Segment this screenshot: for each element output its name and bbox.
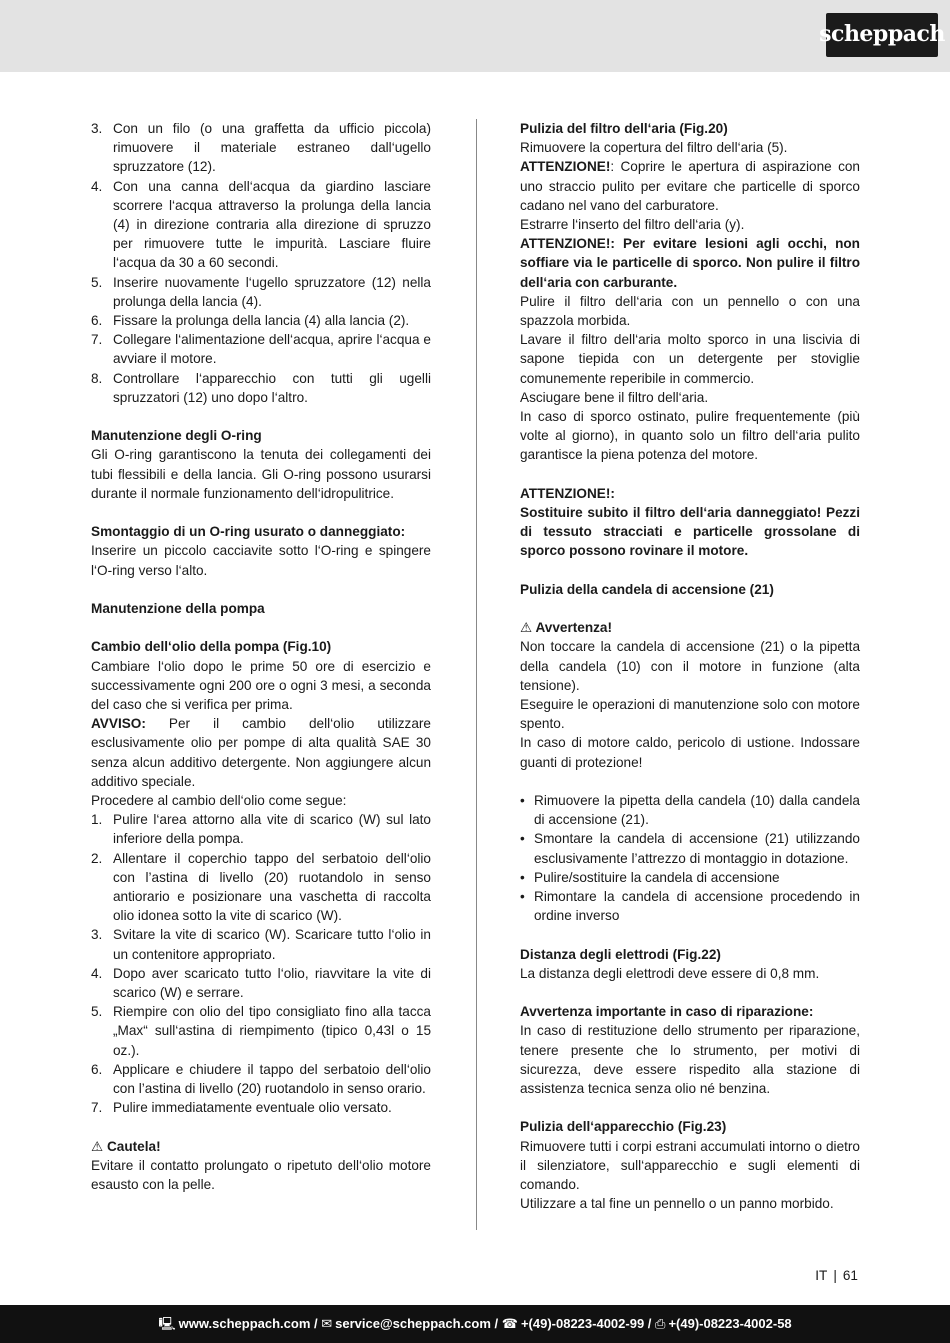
repair-heading: Avvertenza importante in caso di riparazione: xyxy=(520,1004,814,1020)
list-item: 5. Inserire nuovamente l‘ugello spruzzatore (12) nella prolunga della lancia (4). xyxy=(91,274,431,309)
column-divider xyxy=(476,119,477,1230)
air-filter-text: Pulire il filtro dell‘aria con un pennello o con una spazzola morbida. xyxy=(520,293,860,329)
list-item: 3. Svitare la vite di scarico (W). Scaricare tutto l‘olio in un contenitore appropriato. xyxy=(91,927,431,962)
air-filter-text: In caso di sporco ostinato, pulire frequentemente (più volte al giorno), in quanto solo un filtro dell‘aria pulito garantisce la piena potenza del motore. xyxy=(520,409,860,463)
notice-label: AVVISO: xyxy=(91,716,146,732)
phone-icon: ☎ xyxy=(501,1316,518,1331)
list-item: 7. Pulire immediatamente eventuale olio versato. xyxy=(91,1100,392,1116)
air-filter-text: Estrarre l‘inserto del filtro dell‘aria (y). xyxy=(520,217,745,233)
list-item: 6. Fissare la prolunga della lancia (4) alla lancia (2). xyxy=(91,313,410,329)
list-item: 7. Collegare l‘alimentazione dell‘acqua, aprire l‘acqua e avviare il motore. xyxy=(91,332,431,367)
spark-plug-heading: Pulizia della candela di accensione (21) xyxy=(520,581,774,597)
oring-heading: Manutenzione degli O-ring xyxy=(91,428,262,444)
cleaning-text: Rimuovere tutti i corpi estrani accumulati intorno o dietro il silenziatore, sull‘apparecchio e sugli elementi di comando. xyxy=(520,1138,860,1193)
phone-number: +(49)-08223-4002-99 / xyxy=(520,1316,652,1331)
warning-heading: ⚠ Avvertenza! xyxy=(520,620,613,636)
left-column xyxy=(91,119,431,1194)
cleaning-heading: Pulizia dell‘apparecchio (Fig.23) xyxy=(520,1119,727,1135)
list-item: 3. Con un filo (o una graffetta da ufficio piccola) rimuovere il materiale estraneo dall‘ugello spruzzatore (12). xyxy=(91,121,431,175)
list-item: • Pulire/sostituire la candela di accensione xyxy=(520,869,780,885)
email-link[interactable]: service@scheppach.com / xyxy=(335,1316,499,1331)
list-item: • Rimuovere la pipetta della candela (10) dalla candela di accensione (21). xyxy=(520,793,860,828)
air-filter-heading: Pulizia del filtro dell‘aria (Fig.20) xyxy=(520,121,728,136)
cleaning-text: Utilizzare a tal fine un pennello o un panno morbido. xyxy=(520,1196,834,1212)
spark-plug-steps xyxy=(520,791,860,925)
website-link[interactable]: www.scheppach.com / xyxy=(178,1316,318,1331)
electrode-gap-text: La distanza degli elettrodi deve essere di 0,8 mm. xyxy=(520,965,820,981)
list-item: 4. Dopo aver scaricato tutto l‘olio, riavvitare la vite di scarico (W) e serrare. xyxy=(91,965,431,1001)
page-number: IT | 61 xyxy=(815,1268,858,1283)
list-item: • Rimontare la candela di accensione procedendo in ordine inverso xyxy=(520,889,860,924)
attention-heading: ATTENZIONE!: xyxy=(520,485,615,501)
electrode-gap-heading: Distanza degli elettrodi (Fig.22) xyxy=(520,946,721,962)
dismount-text: Inserire un piccolo cacciavite sotto l‘O-ring e spingere l‘O-ring verso l‘alto. xyxy=(91,543,431,578)
warning-text: Eseguire le operazioni di manutenzione solo con motore spento. xyxy=(520,697,860,732)
list-item: 5. Riempire con olio del tipo consigliato fino alla tacca „Max“ sull‘astina di riempimento (tipico 0,43l o 15 oz.). xyxy=(91,1004,431,1058)
oil-change-heading: Cambio dell‘olio della pompa (Fig.10) xyxy=(91,639,332,655)
computer-icon: 🖳 xyxy=(158,1316,176,1331)
air-filter-text: Rimuovere la copertura del filtro dell‘aria (5). xyxy=(520,140,788,156)
attention-text: Sostituire subito il filtro dell‘aria danneggiato! Pezzi di tessuto stracciati e particelle grossolane di sporco possono rovinare il motore. xyxy=(520,505,860,559)
fax-icon: ⎙ xyxy=(655,1316,666,1331)
dismount-heading: Smontaggio di un O-ring usurato o danneggiato: xyxy=(91,524,406,540)
list-item: 2. Allentare il coperchio tappo del serbatoio dell‘olio con l’astina di livello (20) ruotandolo in senso antiorario e posizionare una vaschetta di raccolta olio idonea sotto la vite di scarico (W). xyxy=(91,850,431,924)
oil-steps-list xyxy=(91,810,431,1117)
mail-icon: ✉ xyxy=(321,1316,333,1331)
attention-eye-warning: ATTENZIONE!: Per evitare lesioni agli occhi, non soffiare via le particelle di sporco. Non pulire il filtro dell‘aria con carburante. xyxy=(520,236,860,290)
oring-text: Gli O-ring garantiscono la tenuta dei collegamenti dei tubi flessibili e della lancia. Gli O-ring possono usurarsi durante il normale funzionamento dell‘idropulitrice. xyxy=(91,447,431,501)
right-column xyxy=(520,119,860,1213)
oil-change-text: Cambiare l‘olio dopo le prime 50 ore di esercizio e successivamente ogni 200 ore o ogni 3 mesi, a seconda del caso che si verifica per prima. xyxy=(91,658,431,713)
list-item: 6. Applicare e chiudere il tappo del serbatoio dell‘olio con l’astina di livello (20) ruotandolo in senso orario. xyxy=(91,1061,431,1097)
fax-number: +(49)-08223-4002-58 xyxy=(668,1316,792,1331)
caution-text: Evitare il contatto prolungato o ripetuto dell‘olio motore esausto con la pelle. xyxy=(91,1157,431,1193)
list-item: 8. Controllare l‘apparecchio con tutti gli ugelli spruzzatori (12) uno dopo l‘altro. xyxy=(91,370,431,405)
attention-paragraph: ATTENZIONE!: Coprire le apertura di aspirazione con uno straccio pulito per evitare che particelle di sporco cadano nel vano del carburatore. xyxy=(520,159,860,213)
caution-heading: ⚠ Cautela! xyxy=(91,1138,161,1154)
repair-text: In caso di restituzione dello strumento per riparazione, tenere presente che lo strumento, per motivi di sicurezza, deve essere rispedito alla stazione di assistenza tecnica senza olio né benzina. xyxy=(520,1023,860,1097)
air-filter-text: Lavare il filtro dell‘aria molto sporco in una liscivia di sapone tiepida con un detergente per stoviglie comunemente reperibile in commercio. xyxy=(520,332,860,386)
cleaning-steps-list xyxy=(91,119,431,407)
procedure-intro: Procedere al cambio dell‘olio come segue: xyxy=(91,793,347,809)
warning-text: Non toccare la candela di accensione (21) o la pipetta della candela (10) con il motore in funzione (alta tensione). xyxy=(520,639,860,693)
air-filter-text: Asciugare bene il filtro dell‘aria. xyxy=(520,389,709,405)
notice-paragraph: AVVISO: Per il cambio dell‘olio utilizzare esclusivamente olio per pompe di alta qualità SAE 30 senza alcun additivo detergente. Non aggiungere alcun additivo speciale. xyxy=(91,716,431,789)
list-item: • Smontare la candela di accensione (21) utilizzando esclusivamente l’attrezzo di montaggio in dotazione. xyxy=(520,831,860,866)
list-item: 4. Con una canna dell‘acqua da giardino lasciare scorrere l‘acqua attraverso la prolunga della lancia (4) in direzione contraria alla direzione di spruzzo per rimuovere tutte le impurità. Lasciare fluire l‘acqua da 30 a 60 secondi. xyxy=(91,178,431,271)
warning-text: In caso di motore caldo, pericolo di ustione. Indossare guanti di protezione! xyxy=(520,735,860,770)
header-bar xyxy=(0,0,950,72)
footer-bar xyxy=(0,1305,950,1343)
pump-heading: Manutenzione della pompa xyxy=(91,601,265,617)
list-item: 1. Pulire l‘area attorno alla vite di scarico (W) sul lato inferiore della pompa. xyxy=(91,812,431,847)
brand-logo: scheppach xyxy=(826,13,938,57)
